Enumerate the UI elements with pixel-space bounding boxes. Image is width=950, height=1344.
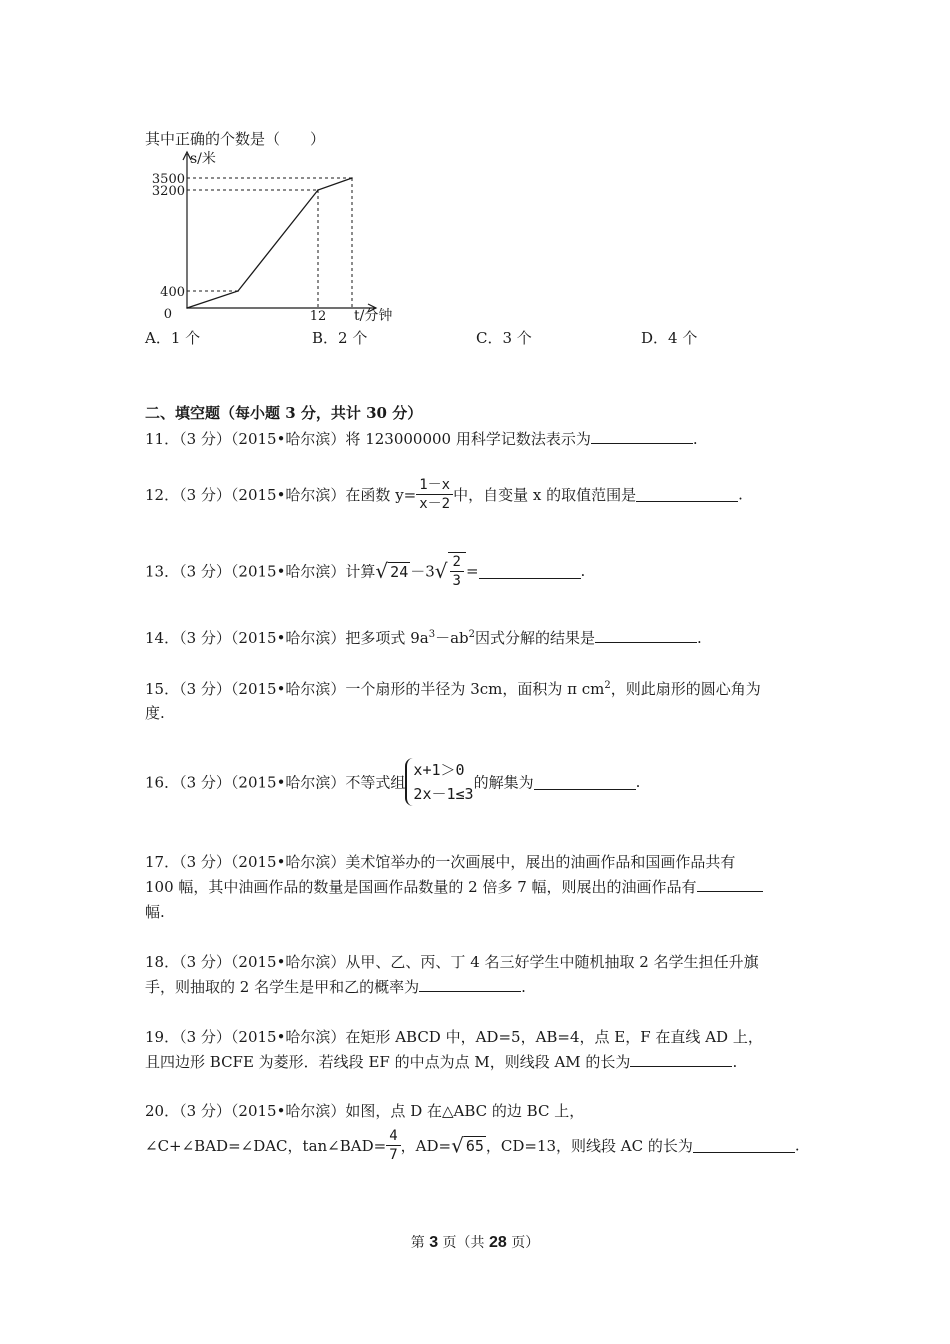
fraction: $\frac{4}{7}$: [386, 1127, 400, 1164]
x-axis-label: t/分钟: [354, 308, 393, 324]
y-axis-label: s/米: [190, 151, 216, 167]
question-17-line-3: 幅.: [145, 903, 165, 921]
y-tick-label-3500: 3500: [151, 172, 185, 187]
question-17-line-2: 100 幅，其中油画作品的数量是国画作品数量的 2 倍多 7 幅，则展出的油画作品有: [145, 876, 763, 897]
question-18-line-2: 手，则抽取的 2 名学生是甲和乙的概率为 .: [145, 978, 526, 996]
question-20-line-2: ∠C+∠BAD=∠DAC，tan∠BAD= $\frac{4}{7}$ ，AD=√ 65 ，CD=13，则线段 AC 的长为 .: [145, 1128, 800, 1163]
fraction: $\frac{1-x}{x-2}$: [416, 476, 453, 513]
question-19-line-1: 19．（3 分）（2015•哈尔滨）在矩形 ABCD 中，AD=5，AB=4，点 E，F 在直线 AD 上，: [145, 1028, 763, 1046]
question-19-line-2: 且四边形 BCFE 为菱形．若线段 EF 的中点为点 M，则线段 AM 的长为 .: [145, 1053, 738, 1071]
question-18-line-1: 18．（3 分）（2015•哈尔滨）从甲、乙、丙、丁 4 名三好学生中随机抽取 2 名学生担任升旗: [145, 953, 759, 971]
option-c: C．3 个: [476, 329, 532, 347]
question-20-line-1: 20．（3 分）（2015•哈尔滨）如图，点 D 在△ABC 的边 BC 上，: [145, 1102, 585, 1120]
section-title: 二、填空题（每小题 3 分，共计 30 分）: [145, 404, 423, 422]
question-11: 11．（3 分）（2015•哈尔滨）将 123000000 用科学记数法表示为 .: [145, 430, 698, 448]
question-12: 12．（3 分）（2015•哈尔滨）在函数 y= $\frac{1-x}{x-2}$ 中，自变量 x 的取值范围是 .: [145, 477, 743, 512]
data-point-3: [351, 177, 353, 179]
inequality-system: x+1＞0 2x－1≤3: [405, 758, 473, 806]
distance-time-chart: [140, 148, 420, 328]
data-point-2: [317, 189, 319, 191]
data-point-1: [237, 290, 239, 292]
y-tick-label-3200: 3200: [151, 184, 185, 199]
question-17-line-1: 17．（3 分）（2015•哈尔滨）美术馆举办的一次画展中，展出的油画作品和国画作品共有: [145, 853, 736, 871]
option-d: D．4 个: [641, 329, 698, 347]
option-a: A．1 个: [145, 329, 201, 347]
x-tick-label-12: 12: [309, 309, 327, 324]
question-15-line-2: 度.: [145, 704, 165, 722]
question-13: 13．（3 分）（2015•哈尔滨）计算√ 24 －3√ $\frac{2}{3}$ = .: [145, 554, 586, 589]
question-intro: 其中正确的个数是（ ）: [145, 130, 326, 148]
question-15-line-1: 15．（3 分）（2015•哈尔滨）一个扇形的半径为 3cm，面积为 π $cm^2$，则此扇形的圆心角为: [145, 680, 761, 698]
data-point-0: [186, 307, 188, 309]
y-tick-label-0: 0: [163, 307, 172, 322]
page-footer: 第 3 页（共 28 页）: [410, 1234, 540, 1251]
data-series-line: [187, 178, 352, 308]
question-14: 14．（3 分）（2015•哈尔滨）把多项式 $9a^3-ab^2$因式分解的结果是 .: [145, 629, 702, 647]
question-16: 16．（3 分）（2015•哈尔滨）不等式组 x+1＞0 2x－1≤3 的解集为 .: [145, 758, 640, 806]
y-tick-label-400: 400: [160, 285, 185, 300]
option-b: B．2 个: [312, 329, 368, 347]
